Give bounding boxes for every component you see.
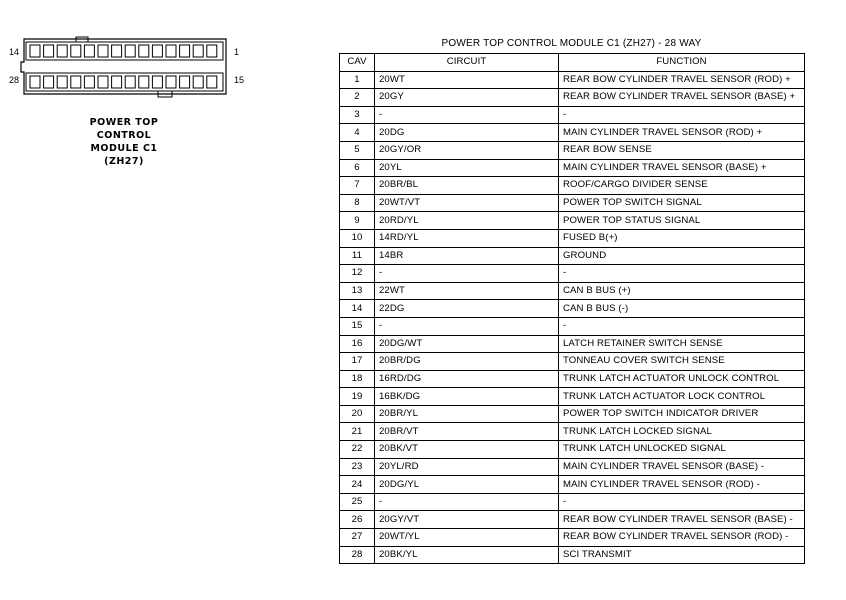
cell-circuit: 20GY: [375, 89, 559, 107]
cell-cav: 11: [340, 247, 375, 265]
connector-housing: [21, 39, 226, 94]
pin-cavity: [207, 45, 217, 57]
cell-function: MAIN CYLINDER TRAVEL SENSOR (BASE) +: [559, 159, 805, 177]
cell-circuit: 14RD/YL: [375, 229, 559, 247]
cell-cav: 14: [340, 300, 375, 318]
pin-cavity: [193, 45, 203, 57]
cell-circuit: 22DG: [375, 300, 559, 318]
table-row: [340, 458, 805, 476]
table-row: [340, 441, 805, 459]
cell-cav: 10: [340, 229, 375, 247]
cell-circuit: 20DG/YL: [375, 476, 559, 494]
table-row: [340, 335, 805, 353]
cell-circuit: 20WT: [375, 71, 559, 89]
cell-cav: 18: [340, 370, 375, 388]
pin-cavity: [152, 76, 162, 88]
cell-function: -: [559, 493, 805, 511]
table-row: [340, 300, 805, 318]
header-function: FUNCTION: [559, 54, 805, 72]
cell-cav: 26: [340, 511, 375, 529]
pin-cavity: [30, 45, 40, 57]
cell-circuit: 16RD/DG: [375, 370, 559, 388]
cell-cav: 6: [340, 159, 375, 177]
table-row: [340, 353, 805, 371]
cell-function: REAR BOW CYLINDER TRAVEL SENSOR (ROD) -: [559, 529, 805, 547]
table-row: [340, 194, 805, 212]
table-row: [340, 106, 805, 124]
cell-function: POWER TOP STATUS SIGNAL: [559, 212, 805, 230]
cell-cav: 17: [340, 353, 375, 371]
table-row: [340, 388, 805, 406]
cell-cav: 4: [340, 124, 375, 142]
cell-function: POWER TOP SWITCH SIGNAL: [559, 194, 805, 212]
cell-circuit: 20GY/VT: [375, 511, 559, 529]
table-row: [340, 317, 805, 335]
cell-circuit: 20RD/YL: [375, 212, 559, 230]
table-row: [340, 89, 805, 107]
cell-cav: 20: [340, 405, 375, 423]
pin-cavity: [139, 45, 149, 57]
pin-cavity: [84, 45, 94, 57]
cell-circuit: -: [375, 493, 559, 511]
cell-cav: 24: [340, 476, 375, 494]
bottom-row-pins: [30, 76, 217, 88]
cell-circuit: 20BR/YL: [375, 405, 559, 423]
pin-cavity: [125, 45, 135, 57]
cell-function: REAR BOW CYLINDER TRAVEL SENSOR (BASE) +: [559, 89, 805, 107]
cell-function: MAIN CYLINDER TRAVEL SENSOR (ROD) -: [559, 476, 805, 494]
cell-function: REAR BOW SENSE: [559, 141, 805, 159]
pin-cavity: [57, 45, 67, 57]
cell-cav: 21: [340, 423, 375, 441]
pin-cavity: [180, 45, 190, 57]
cell-circuit: 20BK/YL: [375, 546, 559, 564]
pin-cavity: [152, 45, 162, 57]
cell-cav: 15: [340, 317, 375, 335]
connector-title: [60, 116, 188, 168]
table-row: [340, 177, 805, 195]
pin-cavity: [180, 76, 190, 88]
cell-cav: 3: [340, 106, 375, 124]
pin-cavity: [98, 45, 108, 57]
top-row-pins: [30, 45, 217, 57]
cell-circuit: 22WT: [375, 282, 559, 300]
cell-circuit: -: [375, 106, 559, 124]
connector-diagram: [6, 36, 246, 100]
cell-cav: 25: [340, 493, 375, 511]
table-row: [340, 159, 805, 177]
header-circuit: CIRCUIT: [375, 54, 559, 72]
table-body: [340, 71, 805, 564]
cell-function: TONNEAU COVER SWITCH SENSE: [559, 353, 805, 371]
table-row: [340, 493, 805, 511]
cell-circuit: 20GY/OR: [375, 141, 559, 159]
cell-circuit: -: [375, 265, 559, 283]
cell-cav: 28: [340, 546, 375, 564]
cell-function: TRUNK LATCH ACTUATOR UNLOCK CONTROL: [559, 370, 805, 388]
cell-function: GROUND: [559, 247, 805, 265]
cell-function: MAIN CYLINDER TRAVEL SENSOR (BASE) -: [559, 458, 805, 476]
pin-label-1: 1: [234, 47, 240, 57]
cell-circuit: 14BR: [375, 247, 559, 265]
table-row: [340, 282, 805, 300]
table-row: [340, 124, 805, 142]
table-row: [340, 247, 805, 265]
cell-cav: 8: [340, 194, 375, 212]
pin-label-14: 14: [9, 47, 20, 57]
cell-cav: 19: [340, 388, 375, 406]
cell-function: CAN B BUS (-): [559, 300, 805, 318]
pin-cavity: [125, 76, 135, 88]
cell-cav: 1: [340, 71, 375, 89]
cell-function: -: [559, 265, 805, 283]
cell-circuit: 20WT/VT: [375, 194, 559, 212]
pin-cavity: [98, 76, 108, 88]
pin-cavity: [71, 45, 81, 57]
cell-cav: 16: [340, 335, 375, 353]
cell-function: LATCH RETAINER SWITCH SENSE: [559, 335, 805, 353]
cell-cav: 5: [340, 141, 375, 159]
cell-circuit: 20YL: [375, 159, 559, 177]
cell-circuit: 20DG: [375, 124, 559, 142]
cell-function: -: [559, 106, 805, 124]
pin-cavity: [193, 76, 203, 88]
pin-cavity: [57, 76, 67, 88]
pin-cavity: [30, 76, 40, 88]
table-row: [340, 476, 805, 494]
pin-cavity: [207, 76, 217, 88]
connector-title-line-4: (ZH27): [104, 156, 144, 167]
table-row: [340, 71, 805, 89]
pin-cavity: [71, 76, 81, 88]
table-row: [340, 511, 805, 529]
pin-cavity: [112, 45, 122, 57]
table-row: [340, 212, 805, 230]
table-header-row: [340, 54, 805, 72]
table-row: [340, 141, 805, 159]
cell-function: -: [559, 317, 805, 335]
connector-face-drawing: [6, 36, 246, 100]
connector-title-line-3: MODULE C1: [90, 143, 158, 154]
cell-circuit: 16BK/DG: [375, 388, 559, 406]
table-row: [340, 546, 805, 564]
cell-cav: 2: [340, 89, 375, 107]
connector-title-line-2: CONTROL: [96, 130, 152, 141]
connector-title-line-1: POWER TOP: [89, 117, 159, 128]
pinout-table: [339, 53, 805, 564]
cell-function: REAR BOW CYLINDER TRAVEL SENSOR (ROD) +: [559, 71, 805, 89]
cell-cav: 22: [340, 441, 375, 459]
cell-function: FUSED B(+): [559, 229, 805, 247]
cell-function: POWER TOP SWITCH INDICATOR DRIVER: [559, 405, 805, 423]
cell-circuit: 20BK/VT: [375, 441, 559, 459]
cell-cav: 23: [340, 458, 375, 476]
cell-function: REAR BOW CYLINDER TRAVEL SENSOR (BASE) -: [559, 511, 805, 529]
cell-function: TRUNK LATCH UNLOCKED SIGNAL: [559, 441, 805, 459]
cell-function: ROOF/CARGO DIVIDER SENSE: [559, 177, 805, 195]
pin-cavity: [112, 76, 122, 88]
cell-circuit: 20DG/WT: [375, 335, 559, 353]
pin-cavity: [139, 76, 149, 88]
pin-cavity: [44, 45, 54, 57]
cell-circuit: -: [375, 317, 559, 335]
pin-label-28: 28: [9, 75, 20, 85]
cell-circuit: 20BR/BL: [375, 177, 559, 195]
table-title: POWER TOP CONTROL MODULE C1 (ZH27) - 28 WAY: [441, 38, 702, 49]
cell-function: TRUNK LATCH ACTUATOR LOCK CONTROL: [559, 388, 805, 406]
pin-cavity: [166, 45, 176, 57]
table-row: [340, 229, 805, 247]
table-row: [340, 529, 805, 547]
pin-cavity: [166, 76, 176, 88]
pin-cavity: [44, 76, 54, 88]
cell-function: TRUNK LATCH LOCKED SIGNAL: [559, 423, 805, 441]
cell-circuit: 20BR/VT: [375, 423, 559, 441]
table-row: [340, 405, 805, 423]
cell-circuit: 20WT/YL: [375, 529, 559, 547]
cell-function: SCI TRANSMIT: [559, 546, 805, 564]
cell-cav: 9: [340, 212, 375, 230]
table-row: [340, 370, 805, 388]
cell-cav: 13: [340, 282, 375, 300]
cell-function: CAN B BUS (+): [559, 282, 805, 300]
cell-cav: 7: [340, 177, 375, 195]
pin-cavity: [84, 76, 94, 88]
cell-cav: 27: [340, 529, 375, 547]
header-cav: CAV: [340, 54, 375, 72]
cell-function: MAIN CYLINDER TRAVEL SENSOR (ROD) +: [559, 124, 805, 142]
table-row: [340, 423, 805, 441]
pin-label-15: 15: [234, 75, 245, 85]
cell-cav: 12: [340, 265, 375, 283]
cell-circuit: 20BR/DG: [375, 353, 559, 371]
table-row: [340, 265, 805, 283]
cell-circuit: 20YL/RD: [375, 458, 559, 476]
